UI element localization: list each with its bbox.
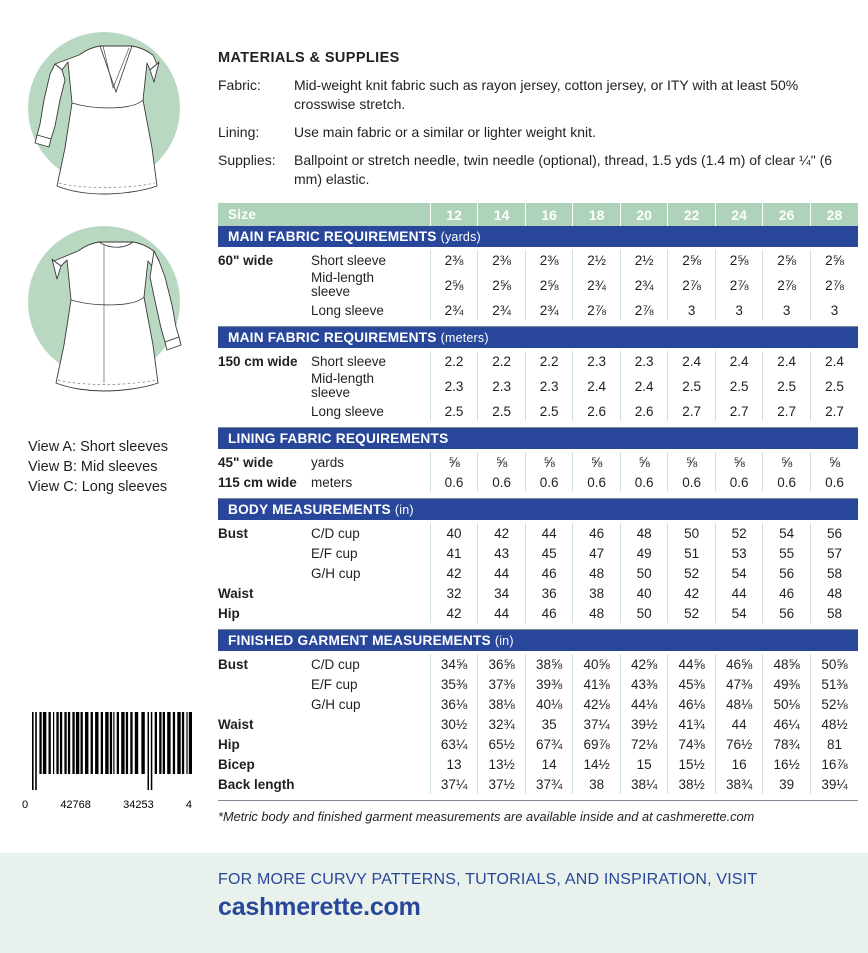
cell-value: 2.3 [525,371,573,401]
cell-value: 42 [478,523,526,543]
section-title: LINING FABRIC REQUIREMENTS [218,428,858,449]
cell-value: 45⅜ [668,674,716,694]
row-group-label [218,674,311,694]
cell-value: 74⅜ [668,734,716,754]
cell-value: 39¼ [810,774,858,794]
cell-value: 3 [715,300,763,320]
cell-value: 69⅞ [573,734,621,754]
cell-value: 54 [715,603,763,623]
cell-value: 46⅛ [668,694,716,714]
dress-back-svg [0,205,215,395]
row-sub-label: Long sleeve [311,302,384,318]
cell-value: 48½ [810,714,858,734]
cell-value: ⅝ [668,452,716,472]
row-group-label [218,563,311,583]
cell-value: 37¼ [573,714,621,734]
cell-value: 42⅝ [620,654,668,674]
cell-value: 2.4 [573,371,621,401]
materials-row [218,76,858,114]
cell-value: 2.5 [525,401,573,421]
cell-value: 57 [810,543,858,563]
size-header-label: Size [228,207,257,222]
cell-value: ⅝ [430,452,478,472]
materials-label: Lining: [218,124,260,140]
materials-row [218,151,858,189]
cell-value: 0.6 [478,472,526,492]
row-sub-label [311,714,430,734]
cell-value: 52⅛ [810,694,858,714]
row-sub-label: G/H cup [311,565,361,581]
row-group-label: Waist [218,585,254,601]
cell-value: ⅝ [525,452,573,472]
cell-value: 0.6 [620,472,668,492]
cell-value: 39½ [620,714,668,734]
cell-value: 48 [620,523,668,543]
cell-value: 37¼ [430,774,478,794]
row-group-label: Bust [218,525,248,541]
cell-value: 16½ [763,754,811,774]
cell-value: 2¾ [430,300,478,320]
cell-value: 48 [573,563,621,583]
cell-value: 44⅝ [668,654,716,674]
barcode-digits [22,799,192,811]
row-group-label [218,694,311,714]
row-group-label [218,300,311,320]
materials-value: Ballpoint or stretch needle, twin needle (optional), thread, 1.5 yds (1.4 m) of clear ¼" (6 mm) elastic. [294,152,833,187]
cell-value: ⅝ [573,452,621,472]
cell-value: 38¼ [620,774,668,794]
table-row [218,734,858,754]
table-row [218,270,858,300]
view-legend-item: View A: Short sleeves [28,439,168,455]
table-row [218,674,858,694]
footer-banner [0,853,868,953]
cell-value: 2⅞ [620,300,668,320]
cell-value: 2¾ [478,300,526,320]
size-column-header-18: 18 [573,203,621,226]
table-row [218,523,858,543]
table-row [218,401,858,421]
row-group-label: 150 cm wide [218,353,298,369]
materials-list [218,76,858,189]
cell-value: 2.3 [620,351,668,371]
size-column-header-12: 12 [430,203,478,226]
dress-body-back [54,242,159,391]
footer-website: cashmerette.com [218,893,421,921]
cell-value: 46 [525,603,573,623]
cell-value: 39⅜ [525,674,573,694]
cell-value: ⅝ [715,452,763,472]
section-title: FINISHED GARMENT MEASUREMENTS (in) [218,630,858,651]
cell-value: 32¾ [478,714,526,734]
cell-value: 2⅜ [525,250,573,270]
cell-value: ⅝ [620,452,668,472]
table-row [218,694,858,714]
row-group-label: 60" wide [218,252,274,268]
cell-value: 13 [430,754,478,774]
row-group-label: Waist [218,716,254,732]
metric-footnote: *Metric body and finished garment measurements are available inside and at cashmerette.com [218,809,755,824]
row-sub-label: meters [311,474,353,490]
cell-value: 2⅞ [810,270,858,300]
cell-value: ⅝ [810,452,858,472]
cell-value: 50 [620,603,668,623]
size-column-header-28: 28 [810,203,858,226]
cell-value: 0.6 [573,472,621,492]
row-group-label: Bicep [218,756,255,772]
table-row [218,250,858,270]
row-sub-label: Short sleeve [311,252,387,268]
cell-value: 2.6 [620,401,668,421]
cell-value: 3 [668,300,716,320]
row-sub-label: C/D cup [311,525,360,541]
row-sub-label: Short sleeve [311,353,387,369]
cell-value: 35⅜ [430,674,478,694]
row-sub-label: C/D cup [311,656,360,672]
cell-value: 49⅜ [763,674,811,694]
cell-value: 48⅛ [715,694,763,714]
cell-value: 56 [810,523,858,543]
table-row [218,371,858,401]
row-group-label [218,543,311,563]
table-row [218,472,858,492]
cell-value: 3 [763,300,811,320]
cell-value: 2⅝ [715,250,763,270]
cell-value: 65½ [478,734,526,754]
cell-value: 2⅝ [525,270,573,300]
size-chart [218,203,858,801]
cell-value: 44 [715,714,763,734]
section-divider [218,800,858,801]
cell-value: 2⅝ [810,250,858,270]
row-sub-label: Mid-length sleeve [311,270,375,299]
cell-value: 2.2 [478,351,526,371]
cell-value: 44 [478,563,526,583]
size-header-row [218,203,858,226]
cell-value: 13½ [478,754,526,774]
cell-value: ⅝ [763,452,811,472]
cell-value: 2.5 [763,371,811,401]
materials-label: Supplies: [218,152,276,168]
cell-value: 78¾ [763,734,811,754]
view-legend-item: View B: Mid sleeves [28,459,158,475]
row-group-label: Hip [218,736,240,752]
dress-body-front [55,46,157,194]
cell-value: 2½ [620,250,668,270]
cell-value: 2.4 [810,351,858,371]
section-band [218,630,858,651]
cell-value: 2.5 [430,401,478,421]
section-band [218,226,858,247]
barcode-right-digit: 4 [185,799,192,811]
cell-value: 47 [573,543,621,563]
row-group-label [218,401,311,421]
cell-value: 2⅝ [668,250,716,270]
cell-value: 54 [763,523,811,543]
cell-value: 49 [620,543,668,563]
barcode-left-digit: 0 [22,799,29,811]
cell-value: 2.5 [668,371,716,401]
cell-value: 36 [525,583,573,603]
row-sub-label [311,754,430,774]
cell-value: 0.6 [525,472,573,492]
cell-value: 16⅞ [810,754,858,774]
cell-value: 2⅞ [763,270,811,300]
cell-value: 46¼ [763,714,811,734]
cell-value: 15½ [668,754,716,774]
cell-value: 58 [810,603,858,623]
barcode-bars [22,710,192,798]
cell-value: 2.6 [573,401,621,421]
cell-value: 2¾ [525,300,573,320]
cell-value: 37⅜ [478,674,526,694]
section-band [218,327,858,348]
cell-value: 37¾ [525,774,573,794]
size-column-header-24: 24 [715,203,763,226]
cell-value: 46 [763,583,811,603]
cell-value: 36⅝ [478,654,526,674]
cell-value: 41⅜ [573,674,621,694]
cell-value: 40 [620,583,668,603]
cell-value: 51 [668,543,716,563]
cell-value: 2⅝ [430,270,478,300]
cell-value: 40⅛ [525,694,573,714]
cell-value: 37½ [478,774,526,794]
content-column [218,0,858,853]
section-band [218,428,858,449]
size-column-header-20: 20 [620,203,668,226]
row-group-label: 45" wide [218,454,274,470]
cell-value: 51⅜ [810,674,858,694]
materials-row [218,123,858,142]
cell-value: 76½ [715,734,763,754]
row-group-label: Bust [218,656,248,672]
illustration-column [0,0,215,853]
cell-value: 40 [430,523,478,543]
cell-value: 2.4 [620,371,668,401]
cell-value: 38⅛ [478,694,526,714]
row-sub-label: G/H cup [311,696,361,712]
barcode-group-1: 42768 [60,799,91,811]
cell-value: 38½ [668,774,716,794]
materials-title: MATERIALS & SUPPLIES [218,50,400,66]
cell-value: 81 [810,734,858,754]
cell-value: 54 [715,563,763,583]
section-band [218,499,858,520]
table-row [218,452,858,472]
cell-value: 43⅜ [620,674,668,694]
specifications-table [218,203,858,801]
table-row [218,583,858,603]
cell-value: 36⅛ [430,694,478,714]
cell-value: 63¼ [430,734,478,754]
table-row [218,754,858,774]
cell-value: 39 [763,774,811,794]
cell-value: 44⅛ [620,694,668,714]
cell-value: 34⅝ [430,654,478,674]
table-row [218,543,858,563]
cell-value: 46 [573,523,621,543]
materials-value: Use main fabric or a similar or lighter weight knit. [294,124,596,140]
barcode-group-2: 34253 [123,799,154,811]
cell-value: 2.2 [525,351,573,371]
row-group-label [218,371,311,401]
row-sub-label: E/F cup [311,676,358,692]
dress-front-illustration [0,0,215,205]
section-title: BODY MEASUREMENTS (in) [218,499,858,520]
cell-value: 50⅝ [810,654,858,674]
cell-value: 2.4 [763,351,811,371]
cell-value: 42 [430,563,478,583]
row-sub-label [311,734,430,754]
cell-value: 0.6 [430,472,478,492]
cell-value: 2.3 [430,371,478,401]
cell-value: 67¾ [525,734,573,754]
cell-value: 2⅜ [430,250,478,270]
cell-value: 2½ [573,250,621,270]
cell-value: ⅝ [478,452,526,472]
cell-value: 46 [525,563,573,583]
row-group-label: 115 cm wide [218,474,297,490]
row-sub-label: E/F cup [311,545,358,561]
cell-value: 2.3 [478,371,526,401]
cell-value: 52 [715,523,763,543]
cell-value: 53 [715,543,763,563]
cell-value: 2¾ [573,270,621,300]
row-group-label [218,270,311,300]
cell-value: 35 [525,714,573,734]
table-row [218,603,858,623]
row-group-label: Hip [218,605,240,621]
cell-value: 58 [810,563,858,583]
cell-value: 44 [715,583,763,603]
row-sub-label: yards [311,454,345,470]
cell-value: 52 [668,603,716,623]
row-sub-label [311,774,430,794]
table-row [218,774,858,794]
cell-value: 14½ [573,754,621,774]
cell-value: 55 [763,543,811,563]
cell-value: 3 [810,300,858,320]
cell-value: 41¾ [668,714,716,734]
dress-front-svg [0,0,215,205]
cell-value: 72⅛ [620,734,668,754]
cell-value: 2¾ [620,270,668,300]
cell-value: 38¾ [715,774,763,794]
cell-value: 48 [573,603,621,623]
table-row [218,654,858,674]
cell-value: 38⅝ [525,654,573,674]
cell-value: 38 [573,774,621,794]
cell-value: 2.2 [430,351,478,371]
view-legend [28,437,168,497]
cell-value: 50⅛ [763,694,811,714]
cell-value: 44 [478,603,526,623]
cell-value: 2.7 [763,401,811,421]
cell-value: 2.5 [715,371,763,401]
size-column-header-26: 26 [763,203,811,226]
cell-value: 38 [573,583,621,603]
table-row [218,300,858,320]
cell-value: 56 [763,563,811,583]
cell-value: 15 [620,754,668,774]
cell-value: 2.5 [810,371,858,401]
size-column-header-22: 22 [668,203,716,226]
cell-value: 2.3 [573,351,621,371]
cell-value: 2⅞ [715,270,763,300]
cell-value: 2⅞ [668,270,716,300]
cell-value: 0.6 [668,472,716,492]
view-legend-item: View C: Long sleeves [28,479,168,495]
cell-value: 14 [525,754,573,774]
cell-value: 30½ [430,714,478,734]
cell-value: 42⅛ [573,694,621,714]
section-title: MAIN FABRIC REQUIREMENTS (yards) [218,226,858,247]
cell-value: 2.4 [668,351,716,371]
cell-value: 48⅝ [763,654,811,674]
cell-value: 40⅝ [573,654,621,674]
table-row [218,351,858,371]
table-row [218,714,858,734]
cell-value: 2⅝ [478,270,526,300]
cell-value: 0.6 [715,472,763,492]
cell-value: 2⅝ [763,250,811,270]
row-sub-label [311,583,430,603]
cell-value: 52 [668,563,716,583]
table-row [218,563,858,583]
cell-value: 46⅝ [715,654,763,674]
cell-value: 45 [525,543,573,563]
row-sub-label [311,603,430,623]
cell-value: 50 [668,523,716,543]
materials-value: Mid-weight knit fabric such as rayon jersey, cotton jersey, or ITY with at least 50% crosswise stretch. [294,77,799,112]
row-sub-label: Mid-length sleeve [311,371,375,400]
cell-value: 42 [668,583,716,603]
cell-value: 0.6 [810,472,858,492]
cell-value: 48 [810,583,858,603]
cell-value: 56 [763,603,811,623]
cell-value: 34 [478,583,526,603]
cell-value: 2⅞ [573,300,621,320]
cell-value: 2.5 [478,401,526,421]
row-sub-label: Long sleeve [311,403,384,419]
cell-value: 0.6 [763,472,811,492]
size-column-header-16: 16 [525,203,573,226]
cell-value: 47⅜ [715,674,763,694]
cell-value: 2.7 [715,401,763,421]
cell-value: 50 [620,563,668,583]
cell-value: 2⅜ [478,250,526,270]
section-title: MAIN FABRIC REQUIREMENTS (meters) [218,327,858,348]
cell-value: 41 [430,543,478,563]
cell-value: 2.4 [715,351,763,371]
cell-value: 16 [715,754,763,774]
cell-value: 32 [430,583,478,603]
materials-label: Fabric: [218,77,261,93]
cell-value: 2.7 [810,401,858,421]
size-column-header-14: 14 [478,203,526,226]
dress-back-illustration [0,205,215,395]
cell-value: 2.7 [668,401,716,421]
row-group-label: Back length [218,776,295,792]
cell-value: 43 [478,543,526,563]
barcode [22,710,192,811]
cell-value: 42 [430,603,478,623]
footer-tagline: FOR MORE CURVY PATTERNS, TUTORIALS, AND INSPIRATION, VISIT [218,871,758,888]
cell-value: 44 [525,523,573,543]
